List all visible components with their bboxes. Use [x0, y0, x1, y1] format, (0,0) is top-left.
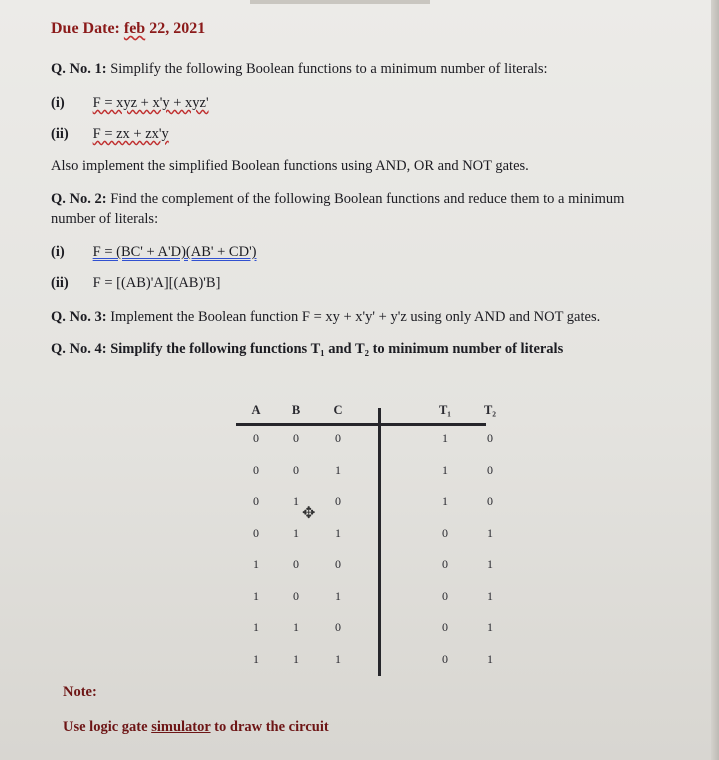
cell-b: 0: [293, 462, 299, 477]
cell-t2: 0: [487, 431, 493, 446]
table-divider-rule: [378, 408, 381, 676]
q3-title: Q. No. 3:: [51, 309, 107, 325]
note-text: [63, 719, 329, 736]
cell-a: 1: [253, 557, 259, 572]
q2-item-1: [51, 244, 257, 261]
q2-title: Q. No. 2:: [51, 191, 107, 207]
truth-table: [236, 397, 512, 675]
note-text-after: to draw the circuit: [214, 719, 329, 735]
truth-table-row: [236, 581, 512, 613]
cell-t1: 0: [442, 525, 448, 540]
due-day-year: 22, 2021: [149, 20, 206, 37]
cell-a: 0: [253, 494, 259, 509]
cell-t2: 1: [487, 620, 493, 635]
cell-b: 1: [293, 525, 299, 540]
q4-title: Q. No. 4:: [51, 341, 107, 357]
cell-c: 0: [335, 557, 341, 572]
truth-table-row: [236, 644, 512, 676]
q1-item-2: [51, 126, 169, 143]
truth-table-row: [236, 612, 512, 644]
q2-text: Find the complement of the following Boolean functions and reduce them to a minimum number of literals:: [51, 191, 625, 227]
cell-b: 1: [293, 651, 299, 666]
cell-c: 1: [335, 651, 341, 666]
truth-table-row: [236, 455, 512, 487]
cell-t2: 1: [487, 651, 493, 666]
q2-item-2: [51, 275, 220, 292]
q1-also: [51, 158, 529, 175]
due-date: [51, 20, 205, 38]
q4-heading: [51, 341, 563, 358]
simulator-link[interactable]: simulator: [151, 719, 211, 735]
header-c: C: [333, 402, 343, 417]
q1-heading: [51, 61, 548, 78]
truth-table-header: [236, 397, 512, 423]
cell-b: 1: [293, 494, 299, 509]
q3-heading: [51, 309, 600, 326]
cell-a: 1: [253, 620, 259, 635]
truth-table-row: [236, 549, 512, 581]
q2-heading: [51, 189, 651, 229]
item-number: (i): [51, 95, 65, 111]
boolean-expression: F = [(AB)'A][(AB)'B]: [92, 275, 221, 291]
header-a: A: [251, 402, 261, 417]
cell-a: 1: [253, 588, 259, 603]
cell-c: 1: [335, 525, 341, 540]
cell-a: 0: [253, 462, 259, 477]
note-text-before: Use logic gate: [63, 719, 148, 735]
boolean-expression: F = xyz + x'y + xyz': [92, 95, 209, 111]
cell-a: 0: [253, 431, 259, 446]
boolean-expression: F = (BC' + A'D)(AB' + CD'): [92, 244, 257, 260]
item-number: (ii): [51, 126, 69, 142]
cell-b: 1: [293, 620, 299, 635]
item-number: (i): [51, 244, 65, 260]
cell-t1: 1: [442, 494, 448, 509]
due-month: feb: [123, 20, 146, 37]
due-label: Due Date:: [51, 20, 120, 37]
cell-t1: 0: [442, 620, 448, 635]
item-number: (ii): [51, 275, 69, 291]
cell-c: 1: [335, 462, 341, 477]
cell-t2: 1: [487, 588, 493, 603]
cell-t1: 1: [442, 462, 448, 477]
cell-t1: 0: [442, 588, 448, 603]
boolean-expression: F = zx + zx'y: [92, 126, 169, 142]
cell-t1: 1: [442, 431, 448, 446]
cell-b: 0: [293, 588, 299, 603]
note-label: Note:: [63, 684, 97, 700]
q1-also-text: Also implement the simplified Boolean functions using AND, OR and NOT gates.: [51, 158, 529, 174]
cell-a: 1: [253, 651, 259, 666]
cell-t1: 0: [442, 557, 448, 572]
cell-b: 0: [293, 557, 299, 572]
q1-item-1: [51, 95, 209, 112]
cell-c: 0: [335, 494, 341, 509]
truth-table-row: [236, 486, 512, 518]
header-t1: T₁: [438, 402, 452, 417]
cell-c: 0: [335, 431, 341, 446]
cell-t2: 0: [487, 462, 493, 477]
truth-table-row: [236, 518, 512, 550]
q4-text: Simplify the following functions T₁ and T₂ to minimum number of literals: [110, 341, 564, 357]
cell-b: 0: [293, 431, 299, 446]
header-b: B: [291, 402, 301, 417]
cell-c: 1: [335, 588, 341, 603]
page-edge: [250, 0, 430, 4]
cell-t2: 1: [487, 557, 493, 572]
cell-t2: 0: [487, 494, 493, 509]
mouse-cursor-icon: ✥: [302, 505, 316, 522]
cell-t1: 0: [442, 651, 448, 666]
q1-title: Q. No. 1:: [51, 61, 107, 77]
header-t2: T₂: [483, 402, 497, 417]
cell-c: 0: [335, 620, 341, 635]
q3-text: Implement the Boolean function F = xy + x'y' + y'z using only AND and NOT gates.: [110, 309, 601, 325]
page-shadow: [711, 0, 719, 760]
cell-a: 0: [253, 525, 259, 540]
q1-text: Simplify the following Boolean functions to a minimum number of literals:: [110, 61, 548, 77]
truth-table-row: [236, 423, 512, 455]
cell-t2: 1: [487, 525, 493, 540]
table-header-rule: [236, 423, 486, 426]
